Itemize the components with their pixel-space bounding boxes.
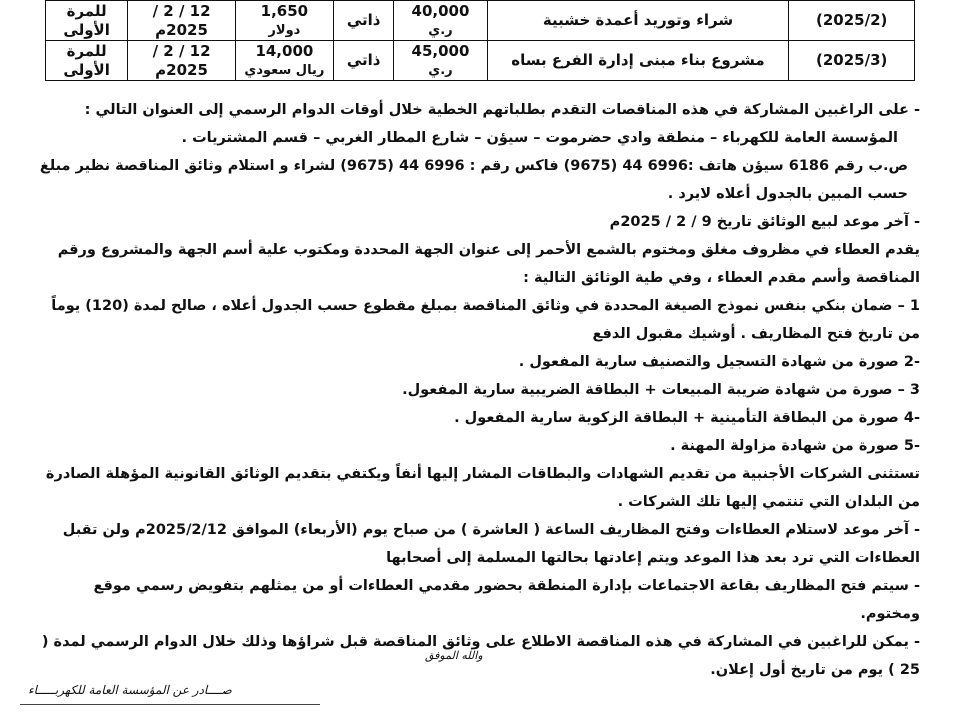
- guarantee-value: 14,000: [255, 41, 314, 60]
- guarantee-value: 1,650: [260, 1, 309, 20]
- guarantee-unit: دولار: [268, 22, 301, 38]
- requirement-item: -2 صورة من شهادة التسجيل والتصنيف سارية المفعول .: [518, 354, 920, 370]
- announcement-status: للمرة الأولى: [46, 1, 128, 41]
- tender-number: (2025/2): [789, 1, 915, 41]
- guarantee-amount: [235, 1, 333, 41]
- submission-deadline: - آخر موعد لاستلام العطاءات وفتح المظاريف الساعة ( العاشرة ) من صباح يوم (الأربعاء) الموافق 2025/2/12م ولن تقبل العطاءات التي ترد بعد هذا الموعد ويتم إعادتها بحالتها المسلمة إلى أصحابها: [62, 522, 920, 566]
- document-sale-deadline: - آخر موعد لبيع الوثائق تاريخ 9 / 2 / 2025م: [609, 214, 920, 230]
- opening-date: 12 / 2 / 2025م: [128, 41, 236, 81]
- requirement-item: 1 – ضمان بنكي بنفس نموذج الصيغة المحددة في وثائق المناقصة بمبلغ مقطوع حسب الجدول أعلاه ، صالح لمدة (120) يوماً من تاريخ فتح المظاريف . أوشيك مقبول الدفع: [51, 298, 920, 342]
- opening-session-note: - سيتم فتح المظاريف بقاعة الاجتماعات بإدارة المنطقة بحضور مقدمي العطاءات أو من يمثلهم بتفويض رسمي موقع ومختوم.: [93, 578, 920, 622]
- address-line: المؤسسة العامة للكهرباء – منطقة وادي حضرموت – سيؤن – شارع المطار الغربي – قسم المشتريات .: [181, 130, 898, 146]
- funding-type: ذاتي: [333, 41, 393, 81]
- contact-details: ص.ب رقم 6186 سيؤن هاتف :6996 44 (9675) فاكس رقم : 6996 44 (9675) لشراء و استلام وثائق المناقصة نظير مبلغ حسب المبين بالجدول أعلاه لايرد .: [39, 158, 908, 202]
- table-row: [46, 41, 915, 81]
- requirement-item: -4 صورة من البطاقة التأمينية + البطاقة الزكوية سارية المفعول .: [454, 410, 920, 426]
- closing-phrase: والله الموفق: [425, 649, 483, 662]
- guarantee-amount: [235, 41, 333, 81]
- funding-type: ذاتي: [333, 1, 393, 41]
- document-price-unit: ر.ي: [428, 62, 453, 78]
- tender-name: شراء وتوريد أعمدة خشبية: [487, 1, 789, 41]
- document-price-value: 40,000: [411, 1, 470, 20]
- document-review-note: - يمكن للراغبين في المشاركة في هذه المناقصة الاطلاع على وثائق المناقصة قبل شراؤها وذلك خلال الدوام الرسمي لمدة ( 25 ) يوم من تاريخ أول إعلان.: [41, 634, 920, 678]
- requirement-item: -5 صورة من شهادة مزاولة المهنة .: [670, 438, 920, 454]
- table-row: [46, 1, 915, 41]
- signature-divider: [20, 704, 320, 705]
- document-price: [394, 1, 487, 41]
- requirement-item: 3 – صورة من شهادة ضريبة المبيعات + البطاقة الضريبية سارية المفعول.: [402, 382, 920, 398]
- foreign-companies-note: تستثنى الشركات الأجنبية من تقديم الشهادات والبطاقات المشار إليها أنفاً ويكتفي بتقديم الوثائق القانونية المؤهلة الصادرة من البلدان التي تنتمي إليها تلك الشركات .: [45, 466, 920, 510]
- document-price: [394, 41, 487, 81]
- submission-instructions: - على الراغبين المشاركة في هذه المناقصات التقدم بطلباتهم الخطية خلال أوقات الدوام الرسمي إلى العنوان التالي :: [84, 102, 920, 118]
- tender-name: مشروع بناء مبنى إدارة الفرع بساه: [487, 41, 789, 81]
- document-price-unit: ر.ي: [428, 22, 453, 38]
- envelope-instructions: يقدم العطاء في مظروف مغلق ومختوم بالشمع الأحمر إلى عنوان الجهة المحددة ومكتوب علية أسم الجهة والمشروع ورقم المناقصة وأسم مقدم العطاء ، وفي طية الوثائق التالية :: [57, 242, 920, 286]
- opening-date: 12 / 2 / 2025م: [128, 1, 236, 41]
- document-price-value: 45,000: [411, 41, 470, 60]
- tenders-table: [45, 0, 915, 81]
- announcement-status: للمرة الأولى: [46, 41, 128, 81]
- announcement-body: [30, 96, 920, 684]
- issuer-line: صــــادر عن المؤسسة العامة للكهربـــــاء: [28, 683, 232, 697]
- guarantee-unit: ريال سعودي: [244, 62, 325, 78]
- tender-number: (2025/3): [789, 41, 915, 81]
